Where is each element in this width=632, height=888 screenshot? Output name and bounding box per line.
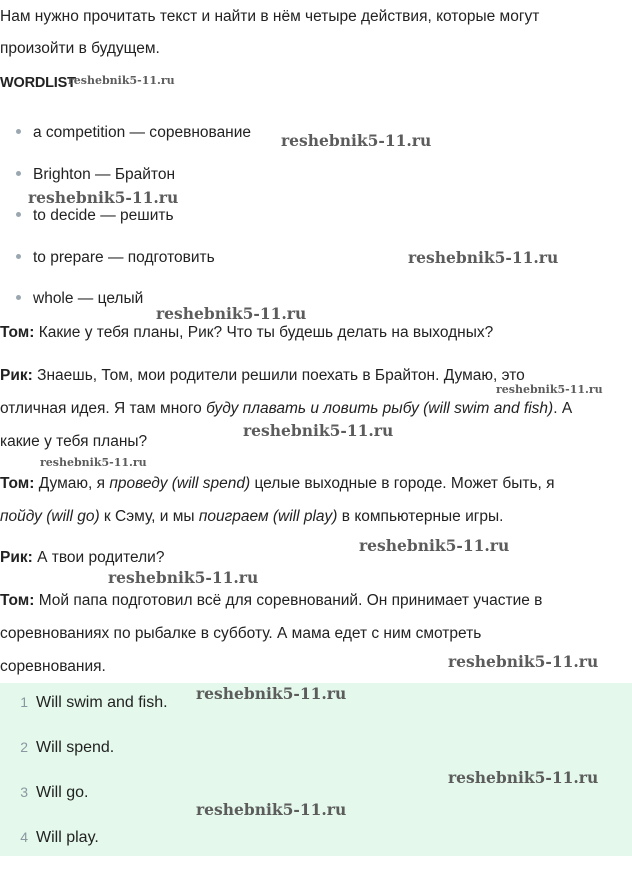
bullet-icon: [16, 254, 21, 259]
watermark: reshebnik5-11.ru: [408, 248, 559, 267]
watermark: reshebnik5-11.ru: [68, 74, 175, 87]
wordlist-item: to prepare — подготовить: [16, 248, 215, 268]
wordlist-item: whole — целый: [16, 289, 143, 309]
speaker-name: Рик:: [0, 367, 33, 384]
answer-number: 3: [20, 784, 28, 800]
bullet-icon: [16, 295, 21, 300]
answer-item: 2 Will spend.: [16, 737, 114, 758]
future-phrase: пойду (will go): [0, 508, 100, 525]
dialogue-line: Том: Какие у тебя планы, Рик? Что ты будешь делать на выходных?: [0, 324, 494, 341]
future-phrase: поиграем (will play): [198, 508, 338, 525]
speaker-name: Рик:: [0, 549, 33, 566]
watermark: reshebnik5-11.ru: [359, 536, 510, 555]
future-phrase: буду плавать и ловить рыбу (will swim and fish): [206, 400, 554, 417]
watermark: reshebnik5-11.ru: [448, 768, 599, 787]
dialogue-line: Том: Мой папа подготовил всё для соревнований. Он принимает участие в: [0, 592, 543, 609]
bullet-icon: [16, 129, 21, 134]
dialogue-line: соревнования.: [0, 658, 106, 675]
wordlist-item: Brighton — Брайтон: [16, 165, 175, 185]
answer-item: 3 Will go.: [16, 782, 88, 803]
speaker-name: Том:: [0, 592, 35, 609]
bullet-icon: [16, 171, 21, 176]
dialogue-line: Рик: А твои родители?: [0, 549, 165, 566]
bullet-icon: [16, 212, 21, 217]
dialogue-line: соревнованиях по рыбалке в субботу. А мама едет с ним смотреть: [0, 625, 482, 642]
speaker-name: Том:: [0, 324, 35, 341]
watermark: reshebnik5-11.ru: [28, 188, 179, 207]
watermark: reshebnik5-11.ru: [196, 684, 347, 703]
watermark: reshebnik5-11.ru: [196, 800, 347, 819]
watermark: reshebnik5-11.ru: [448, 652, 599, 671]
dialogue-line: пойду (will go) к Сэму, и мы поиграем (will play) в компьютерные игры.: [0, 508, 504, 525]
dialogue-line: отличная идея. Я там много буду плавать и ловить рыбу (will swim and fish). А: [0, 400, 573, 417]
watermark: reshebnik5-11.ru: [496, 383, 603, 396]
intro-line-1: Нам нужно прочитать текст и найти в нём четыре действия, которые могут: [0, 8, 540, 25]
watermark: reshebnik5-11.ru: [156, 304, 307, 323]
watermark: reshebnik5-11.ru: [108, 568, 259, 587]
wordlist-title: WORDLIST: [0, 75, 76, 91]
speaker-name: Том:: [0, 475, 35, 492]
answer-item: 4 Will play.: [16, 827, 99, 848]
answer-number: 4: [20, 829, 28, 845]
future-phrase: проведу (will spend): [109, 475, 251, 492]
wordlist-item: to decide — решить: [16, 206, 174, 226]
watermark: reshebnik5-11.ru: [40, 456, 147, 469]
dialogue-line: Том: Думаю, я проведу (will spend) целые выходные в городе. Может быть, я: [0, 475, 555, 492]
answer-number: 1: [20, 694, 28, 710]
dialogue-line: какие у тебя планы?: [0, 433, 148, 450]
dialogue-line: Рик: Знаешь, Том, мои родители решили поехать в Брайтон. Думаю, это: [0, 367, 525, 384]
answer-number: 2: [20, 739, 28, 755]
watermark: reshebnik5-11.ru: [243, 421, 394, 440]
intro-line-2: произойти в будущем.: [0, 40, 160, 57]
answer-item: 1 Will swim and fish.: [16, 692, 168, 713]
watermark: reshebnik5-11.ru: [281, 131, 432, 150]
wordlist-item: a competition — соревнование: [16, 123, 251, 143]
